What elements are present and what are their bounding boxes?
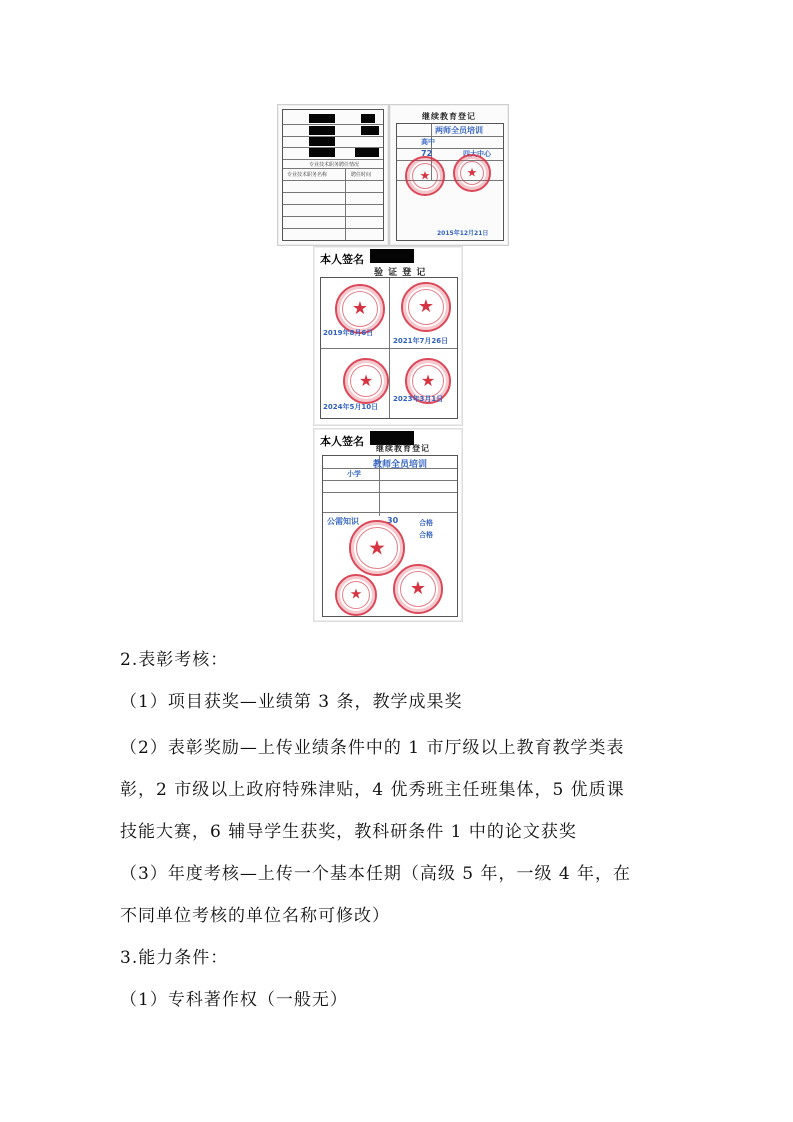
handwritten-text: 小学 (347, 470, 361, 478)
section-heading: 2.表彰考核： (120, 650, 229, 670)
official-seal: ★ (405, 156, 445, 196)
paragraph-line: 彰，2 市级以上政府特殊津贴，4 优秀班主任班集体，5 优质课 (120, 780, 625, 800)
paragraph-line: （2）表彰奖励—上传业绩条件中的 1 市厅级以上教育教学类表 (120, 738, 625, 758)
official-seal: ★ (343, 358, 389, 404)
handwritten-text: 30 (387, 516, 399, 525)
certificate-scan-bottom (313, 428, 463, 622)
scan-title: 继续教育登记 (376, 444, 430, 453)
paragraph-line: （1）项目获奖—业绩第 3 条，教学成果奖 (120, 692, 463, 712)
handwritten-text: 公需知识 (327, 517, 359, 526)
date-stamp: 2015年12月21日 (437, 230, 489, 237)
column-header: 聘任时间 (351, 172, 372, 178)
paragraph-line: 技能大赛，6 辅导学生获奖，教科研条件 1 中的论文获奖 (120, 822, 577, 842)
paragraph-line: 不同单位考核的单位名称可修改） (120, 906, 390, 926)
certificate-scan-top-right (389, 104, 509, 246)
scan-title: 验 证 登 记 (374, 268, 427, 278)
date-stamp: 2024年5月10日 (323, 403, 379, 411)
official-seal: ★ (453, 154, 491, 192)
certificate-scan-middle (313, 246, 463, 426)
handwritten-text: 高中 (421, 138, 435, 146)
redaction-bar (361, 126, 379, 135)
handwritten-text: 合格 (419, 519, 433, 527)
signature-label: 本人签名 (320, 435, 364, 448)
handwritten-text: 教师全员培训 (373, 460, 428, 470)
official-seal: ★ (335, 574, 377, 616)
redaction-bar (309, 126, 335, 135)
redaction-bar (309, 148, 335, 157)
redaction-bar (361, 114, 375, 123)
official-seal: ★ (405, 358, 451, 404)
column-header: 专业技术职务名称 (287, 172, 328, 178)
redaction-bar (355, 148, 379, 157)
official-seal: ★ (401, 282, 451, 332)
section-heading: 3.能力条件： (120, 948, 229, 968)
official-seal: ★ (393, 564, 443, 614)
redaction-bar (370, 249, 414, 263)
signature-label: 本人签名 (320, 253, 364, 266)
date-stamp: 2023年3月1日 (393, 395, 444, 403)
scan-title: 继续教育登记 (422, 112, 476, 121)
official-seal: ★ (349, 520, 405, 576)
redaction-bar (309, 114, 335, 123)
date-stamp: 2019年8月6日 (323, 329, 374, 337)
paragraph-line: （3）年度考核—上传一个基本任期（高级 5 年，一级 4 年，在 (120, 864, 632, 884)
table-title: 专业技术职务聘任情况 (309, 162, 360, 168)
handwritten-text: 四大中心 (463, 150, 491, 158)
handwritten-text: 72 (421, 149, 433, 158)
paragraph-line: （1）专科著作权（一般无） (120, 990, 348, 1010)
redaction-bar (309, 137, 335, 146)
handwritten-text: 两师全员培训 (435, 126, 483, 135)
date-stamp: 2021年7月26日 (393, 337, 449, 345)
official-seal: ★ (335, 284, 385, 334)
certificate-scan-top-left (277, 104, 389, 246)
handwritten-text: 合格 (419, 531, 433, 539)
